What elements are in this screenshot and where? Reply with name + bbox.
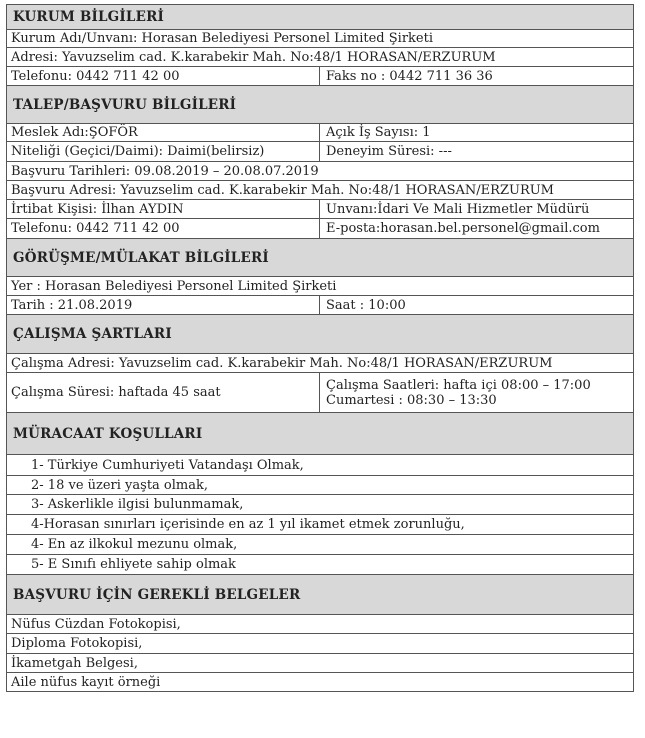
muracaat-list <box>6 454 634 574</box>
list-item <box>6 494 634 514</box>
calisma-row-2 <box>6 372 634 412</box>
section-header-kurum: KURUM BİLGİLERİ <box>6 4 634 29</box>
kurum-ad: Kurum Adı/Unvanı: Horasan Belediyesi Personel Limited Şirketi <box>11 31 433 46</box>
talep-telefon: Telefonu: 0442 711 42 00 <box>7 219 320 238</box>
section-header-talep: TALEP/BAŞVURU BİLGİLERİ <box>6 85 634 123</box>
list-item <box>6 534 634 554</box>
talep-row-2 <box>6 141 634 161</box>
belge-item: Diploma Fotokopisi, <box>11 636 143 651</box>
muracaat-item: 1- Türkiye Cumhuriyeti Vatandaşı Olmak, <box>31 457 304 473</box>
belge-item: Aile nüfus kayıt örneği <box>11 674 161 690</box>
talep-row-5 <box>6 199 634 218</box>
talep-eposta: E-posta:horasan.bel.personel@gmail.com <box>326 221 600 236</box>
list-item <box>6 514 634 534</box>
talep-row-6 <box>6 218 634 238</box>
muracaat-item: 3- Askerlikle ilgisi bulunmamak, <box>31 497 244 512</box>
section-header-belgeler: BAŞVURU İÇİN GEREKLİ BELGELER <box>6 574 634 614</box>
kurum-iletisim-row <box>6 66 634 85</box>
irtibat-unvani: Unvanı:İdari Ve Mali Hizmetler Müdürü <box>326 201 590 217</box>
list-item <box>6 672 634 692</box>
section-header-gorusme: GÖRÜŞME/MÜLAKAT BİLGİLERİ <box>6 238 634 276</box>
belge-item: İkametgah Belgesi, <box>11 655 138 671</box>
gorusme-row-1 <box>6 276 634 295</box>
muracaat-item: 4-Horasan sınırları içerisinde en az 1 yıl ikamet etmek zorunluğu, <box>31 517 465 532</box>
calisma-row-1 <box>6 353 634 372</box>
muracaat-item: 5- E Sınıfı ehliyete sahip olmak <box>31 557 236 572</box>
meslek-adi: Meslek Adı:ŞOFÖR <box>7 124 320 141</box>
section-header-calisma: ÇALIŞMA ŞARTLARI <box>6 314 634 353</box>
application-form <box>6 4 634 692</box>
list-item <box>6 454 634 475</box>
basvuru-adresi: Başvuru Adresi: Yavuzselim cad. K.karabekir Mah. No:48/1 HORASAN/ERZURUM <box>11 182 554 198</box>
list-item <box>6 554 634 574</box>
belge-item: Nüfus Cüzdan Fotokopisi, <box>11 616 181 632</box>
muracaat-item: 2- 18 ve üzeri yaşta olmak, <box>31 477 209 493</box>
irtibat-kisisi: İrtibat Kişisi: İlhan AYDIN <box>7 200 320 218</box>
kurum-telefon: Telefonu: 0442 711 42 00 <box>7 67 320 85</box>
talep-row-4 <box>6 180 634 199</box>
calisma-suresi: Çalışma Süresi: haftada 45 saat <box>7 373 320 412</box>
niteligi: Niteliği (Geçici/Daimi): Daimi(belirsiz) <box>7 142 320 161</box>
deneyim-suresi: Deneyim Süresi: --- <box>326 144 452 159</box>
kurum-ad-row <box>6 29 634 47</box>
calisma-saatleri-hafta-ici: Çalışma Saatleri: hafta içi 08:00 – 17:00 <box>326 377 591 393</box>
list-item <box>6 614 634 633</box>
gorusme-tarih: Tarih : 21.08.2019 <box>7 296 320 314</box>
calisma-saatleri-cumartesi: Cumartesi : 08:30 – 13:30 <box>326 392 497 408</box>
section-header-muracaat: MÜRACAAT KOŞULLARI <box>6 412 634 454</box>
talep-row-1 <box>6 123 634 141</box>
kurum-faks: Faks no : 0442 711 36 36 <box>326 68 493 84</box>
gorusme-saat: Saat : 10:00 <box>326 297 406 313</box>
acik-is-sayisi: Açık İş Sayısı: 1 <box>326 125 431 140</box>
calisma-adresi: Çalışma Adresi: Yavuzselim cad. K.karabekir Mah. No:48/1 HORASAN/ERZURUM <box>11 355 553 371</box>
list-item <box>6 633 634 653</box>
list-item <box>6 475 634 494</box>
basvuru-tarihleri: Başvuru Tarihleri: 09.08.2019 – 20.08.07.2019 <box>11 163 319 179</box>
gorusme-yer: Yer : Horasan Belediyesi Personel Limited Şirketi <box>11 278 337 294</box>
kurum-adres: Adresi: Yavuzselim cad. K.karabekir Mah. No:48/1 HORASAN/ERZURUM <box>11 49 496 65</box>
talep-row-3 <box>6 161 634 180</box>
calisma-saatleri <box>320 373 633 412</box>
muracaat-item: 4- En az ilkokul mezunu olmak, <box>31 537 238 552</box>
list-item <box>6 653 634 672</box>
kurum-adres-row <box>6 47 634 66</box>
gorusme-row-2 <box>6 295 634 314</box>
